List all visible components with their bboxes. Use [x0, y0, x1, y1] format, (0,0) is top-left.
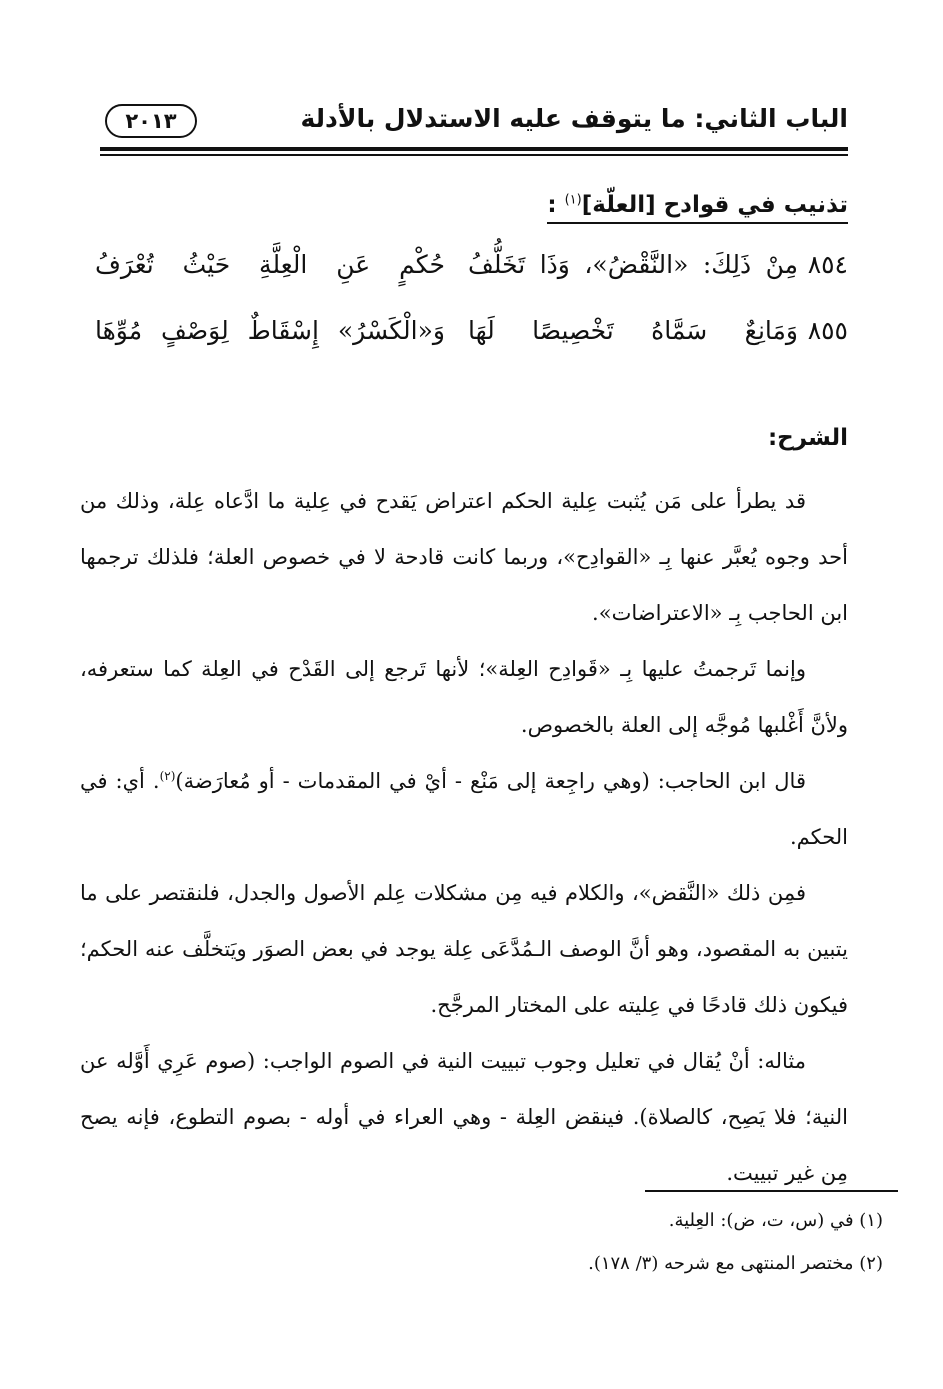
header-rule: [100, 147, 848, 151]
paragraph-text: . أي: في الحكم.: [80, 769, 848, 849]
verse-second-hemistich: حُكْمٍ عَنِ الْعِلَّةِ حَيْثُ تُعْرَفُ: [95, 250, 445, 279]
page-number: ٢٠١٣: [105, 104, 197, 138]
section-heading-colon: :: [547, 192, 557, 218]
verse-854: [95, 250, 848, 302]
paragraph-text: قال ابن الحاجب: (وهي راجِعة إلى مَنْع - أيْ في المقدمات - أو مُعارَضة): [175, 769, 806, 793]
verse-first-hemistich: مِنْ ذَلِكَ: «النَّقْضُ»، وَذَا تَخَلُّفُ: [468, 250, 798, 279]
verse-first-hemistich: وَمَانِعٌ سَمَّاهُ تَخْصِيصًا لَهَا: [468, 316, 798, 345]
section-heading-text: تذنيب في قوادح [العلّة]: [581, 192, 848, 218]
footnote: (١) في (س، ت، ض): العِلية.: [668, 1210, 883, 1231]
paragraph: [80, 753, 848, 865]
header-rule-thin: [100, 154, 848, 156]
paragraph: وإنما تَرجمتُ عليها بِـ «قَوادِح العِلة»؛ لأنها تَرجع إلى القَدْح في العِلة كما ستعرفه، ولأنَّ أَغْلبها مُوجَّه إلى العلة بالخصوص.: [80, 657, 848, 737]
paragraph: قد يطرأ على مَن يُثبت عِلية الحكم اعتراض يَقدح في عِلية ما ادَّعاه عِلة، وذلك من أحد وجوه يُعبَّر عنها بِـ «القوادِح»، وربما كانت قادحة لا في خصوص العلة؛ فلذلك ترجمها ابن الحاجب بِـ «الاعتراضات».: [80, 489, 848, 625]
commentary-heading: الشرح:: [767, 425, 848, 451]
paragraph: فمِن ذلك «النَّقض»، والكلام فيه مِن مشكلات عِلم الأصول والجدل، فلنقتصر على ما يتبين به المقصود، وهو أنَّ الوصف الـمُدَّعَى عِلة يوجد في بعض الصوَر ويَتخلَّف عنه الحكم؛ فيكون ذلك قادحًا في عِليته على المختار المرجَّح.: [80, 881, 848, 1017]
footnote: (٢) مختصر المنتهى مع شرحه (٣/ ١٧٨).: [588, 1253, 883, 1274]
footnote-ref-2[interactable]: (٢): [159, 769, 176, 783]
paragraph: مثاله: أنْ يُقال في تعليل وجوب تبييت النية في الصوم الواجب: (صوم عَرِي أَوَّله عن النية؛ فلا يَصِح، كالصلاة). فينقض العِلة - وهي العراء في أوله - بصوم التطوع، فإنه يصح مِن غير تبييت.: [80, 1049, 848, 1185]
footnote-ref-1[interactable]: (١): [564, 192, 582, 208]
verse-number: ٨٥٤: [807, 250, 848, 279]
running-header-title: الباب الثاني: ما يتوقف عليه الاستدلال بالأدلة: [300, 104, 848, 133]
section-heading: [547, 192, 848, 224]
verse-second-hemistich: وَ«الْكَسْرُ» إِسْقَاطٌ لِوَصْفٍ مُوِّهَا: [95, 316, 445, 345]
verse-855: [95, 316, 848, 368]
verse-number: ٨٥٥: [807, 316, 848, 345]
footnote-separator: [645, 1190, 898, 1192]
